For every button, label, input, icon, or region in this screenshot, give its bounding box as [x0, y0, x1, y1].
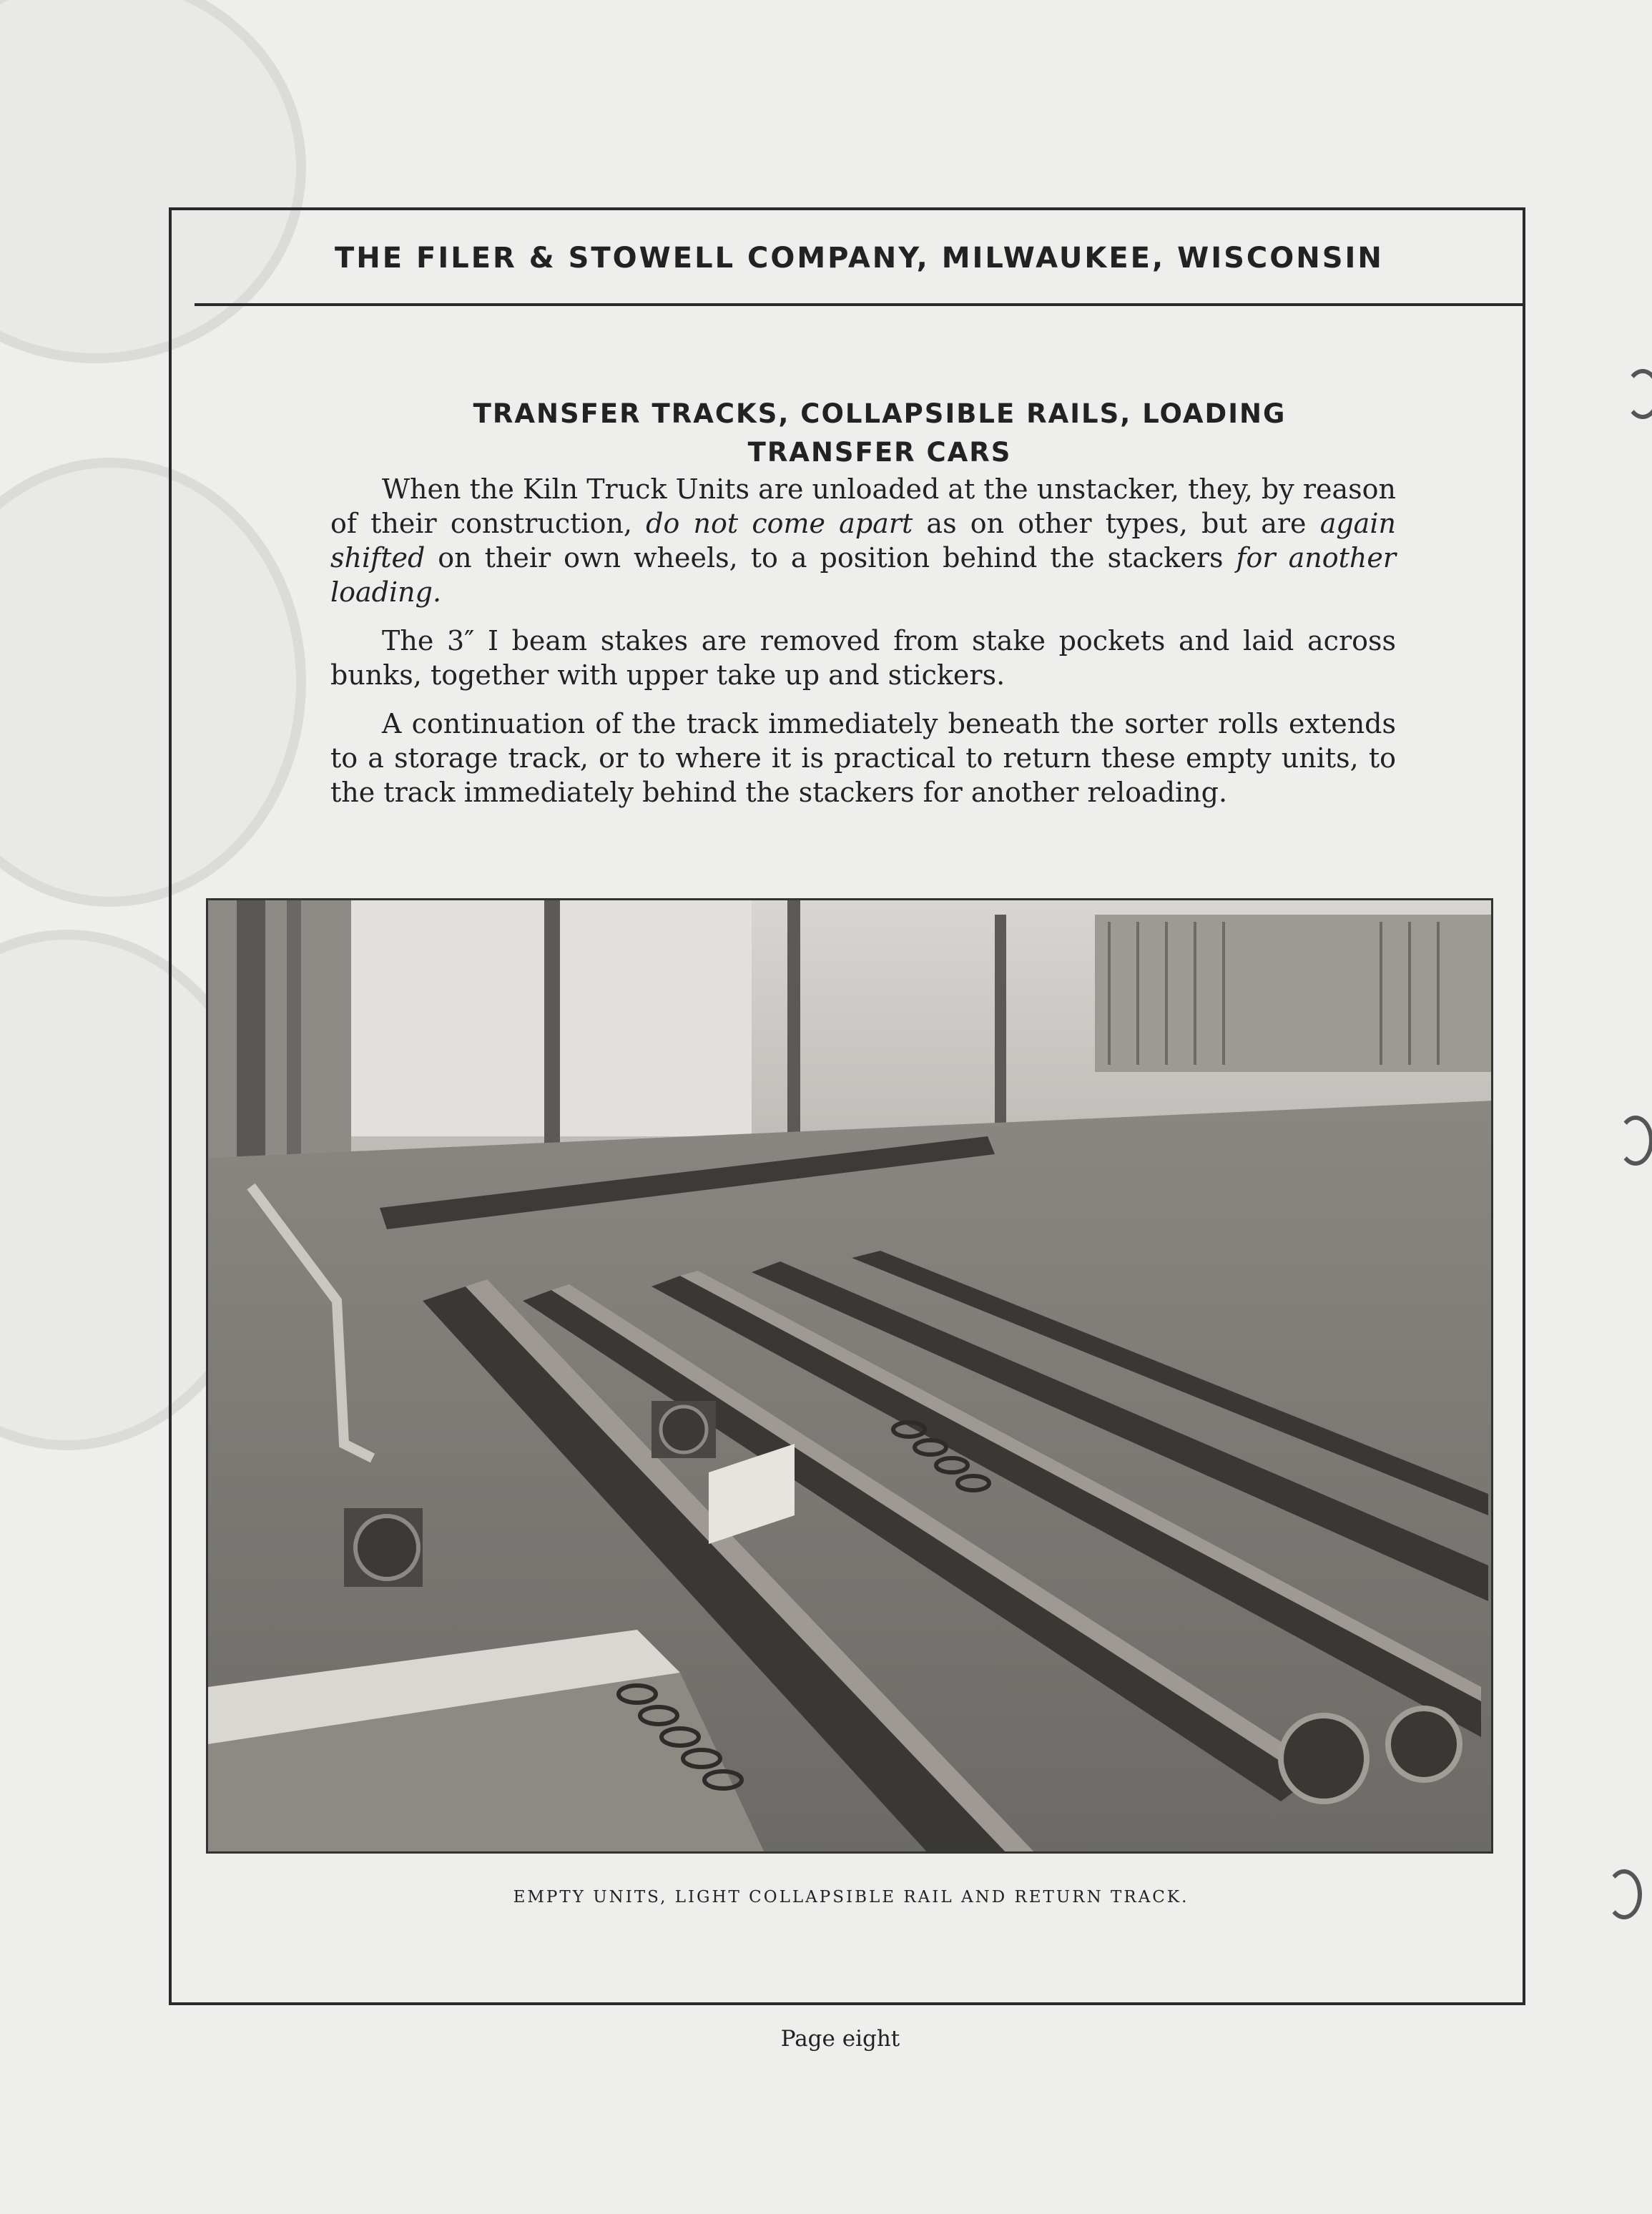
paragraph-1 [330, 472, 1396, 609]
page-number: Page eight [780, 2026, 900, 2052]
photograph [206, 898, 1493, 1854]
company-header: THE FILER & STOWELL COMPANY, MILWAUKEE, WISCONSIN [335, 242, 1384, 275]
punch-hole [1625, 369, 1652, 419]
p1-text-a: When the Kiln Truck Units are unloaded at the unstacker, they, by reason of their construction, [330, 473, 1396, 539]
paragraph-3: A continuation of the track immediately beneath the sorter rolls extends to a storage track, or to where it is practical to return these empty units, to the track immediately behind the stackers for another reloading. [330, 708, 1396, 808]
p1-text-c: on their own wheels, to a position behind the stackers [425, 542, 1236, 574]
p1-emphasis-2: again shifted [330, 508, 1396, 574]
paragraph-2: The 3″ I beam stakes are removed from stake pockets and laid across bunks, together with upper take up and stickers. [330, 625, 1396, 691]
article-body [330, 472, 1396, 824]
photograph-illustration [208, 900, 1493, 1854]
figure-caption: EMPTY UNITS, LIGHT COLLAPSIBLE RAIL AND RETURN TRACK. [513, 1888, 1189, 1907]
punch-hole [1618, 1116, 1652, 1166]
p1-text-b: as on other types, but are [913, 508, 1320, 539]
p1-emphasis-3: for another loading. [330, 542, 1396, 608]
p1-emphasis-1: do not come apart [646, 508, 913, 539]
article-title-line-1: TRANSFER TRACKS, COLLAPSIBLE RAILS, LOADING [473, 398, 1287, 429]
article-title-line-2: TRANSFER CARS [747, 437, 1012, 468]
punch-hole [1606, 1869, 1642, 1919]
article-title [315, 395, 1445, 472]
